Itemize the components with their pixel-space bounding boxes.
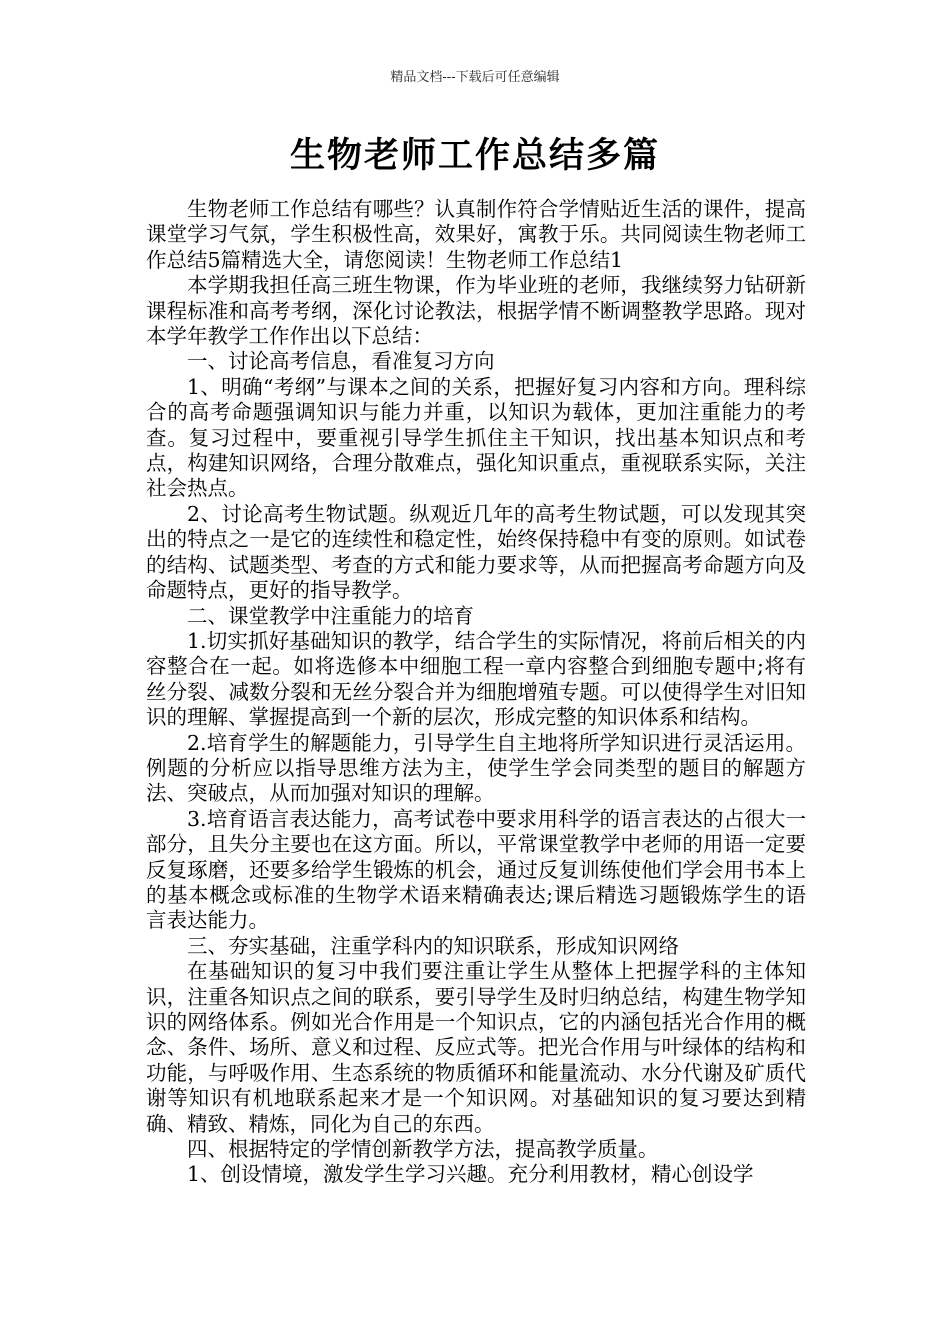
section-heading: 二、课堂教学中注重能力的培育 [187, 603, 474, 628]
section-heading: 一、讨论高考信息，看准复习方向 [187, 349, 495, 374]
paragraph: 在基础知识的复习中我们要注重让学生从整体上把握学科的主体知识，注重各知识点之间的联系，要引导学生及时归纳总结，构建生物学知识的网络体系。例如光合作用是一个知识点，它的内涵包括光合作用的概念、条件、场所、意义和过程、反应式等。把光合作用与叶绿体的结构和功能，与呼吸作用、生态系统的物质循环和能量流动、水分代谢及矿质代谢等知识有机地联系起来才是一个知识网。对基础知识的复习要达到精确、精致、精炼，同化为自己的东西。 [146, 959, 806, 1136]
document-body [146, 197, 806, 1188]
section-heading: 三、夯实基础，注重学科内的知识联系，形成知识网络 [187, 933, 679, 958]
paragraph: 2.培育学生的解题能力，引导学生自主地将所学知识进行灵活运用。例题的分析应以指导思维方法为主，使学生学会同类型的题目的解题方法、突破点，从而加强对知识的理解。 [146, 730, 806, 806]
paragraph-intro: 生物老师工作总结有哪些？认真制作符合学情贴近生活的课件，提高课堂学习气氛，学生积极性高，效果好，寓教于乐。共同阅读生物老师工作总结5篇精选大全，请您阅读！生物老师工作总结1 [146, 197, 806, 272]
paragraph: 3.培育语言表达能力，高考试卷中要求用科学的语言表达的占很大一部分，且失分主要也在这方面。所以，平常课堂教学中老师的用语一定要反复琢磨，还要多给学生锻炼的机会，通过反复训练使他们学会用书本上的基本概念或标准的生物学术语来精确表达;课后精选习题锻炼学生的语言表达能力。 [146, 806, 806, 933]
section-heading: 四、根据特定的学情创新教学方法，提高教学质量。 [187, 1137, 659, 1162]
header-note: 精品文档---下载后可任意编辑 [390, 70, 560, 85]
paragraph: 2、讨论高考生物试题。纵观近几年的高考生物试题，可以发现其突出的特点之一是它的连续性和稳定性，始终保持稳中有变的原则。如试卷的结构、试题类型、考查的方式和能力要求等，从而把握高考命题方向及命题特点，更好的指导教学。 [146, 501, 806, 603]
paragraph: 1、明确“考纲”与课本之间的关系，把握好复习内容和方向。理科综合的高考命题强调知识与能力并重，以知识为载体，更加注重能力的考查。复习过程中，要重视引导学生抓住主干知识，找出基本知识点和考点，构建知识网络，合理分散难点，强化知识重点，重视联系实际，关注社会热点。 [146, 374, 806, 501]
document-title: 生物老师工作总结多篇 [289, 136, 660, 176]
paragraph: 1.切实抓好基础知识的教学，结合学生的实际情况，将前后相关的内容整合在一起。如将选修本中细胞工程一章内容整合到细胞专题中;将有丝分裂、减数分裂和无丝分裂合并为细胞增殖专题。可以使得学生对旧知识的理解、掌握提高到一个新的层次，形成完整的知识体系和结构。 [146, 628, 806, 730]
paragraph: 本学期我担任高三班生物课，作为毕业班的老师，我继续努力钻研新课程标准和高考考纲，深化讨论教法，根据学情不断调整教学思路。现对本学年教学工作作出以下总结： [146, 273, 806, 349]
paragraph: 1、创设情境，激发学生学习兴趣。充分利用教材，精心创设学 [187, 1162, 754, 1187]
